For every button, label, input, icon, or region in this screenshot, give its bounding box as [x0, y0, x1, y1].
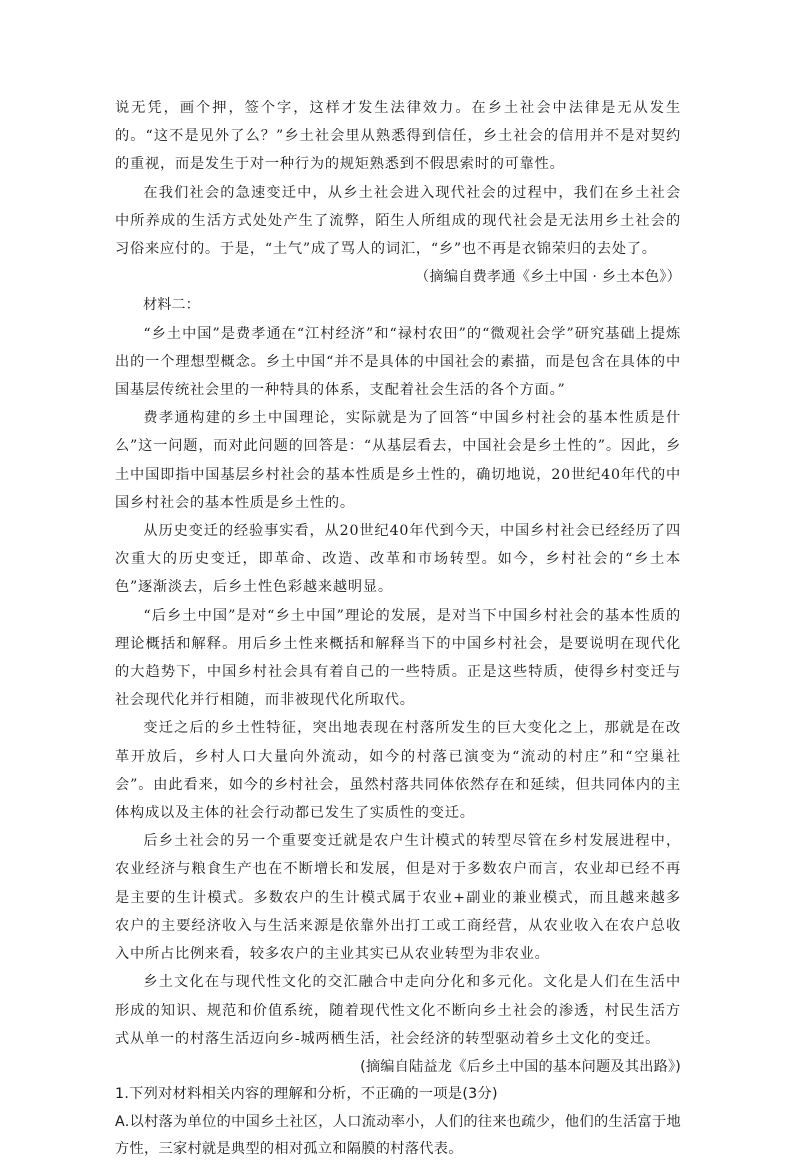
- material2-source: (摘编自陆益龙《后乡土中国的基本问题及其出路》): [360, 1058, 681, 1075]
- material2-heading: 材料二：: [143, 297, 200, 314]
- material2-paragraph-5: 变迁之后的乡土性特征，突出地表现在村落所发生的巨大变化之上，那就是在改革开放后，乡村人口大量向外流动，如今的村落已演变为“流动的村庄”和“空巢社会”。由此看来，如今的乡村社会，虽然村落共同体依然存在和延续，但共同体内的主体构成以及主体的社会行动都已发生了实质性的变迁。: [115, 720, 681, 822]
- material1-paragraph-2: 在我们社会的急速变迁中，从乡土社会进入现代社会的过程中，我们在乡土社会中所养成的生活方式处处产生了流弊，陌生人所组成的现代社会是无法用乡土社会的习俗来应付的。于是，“土气”成了骂人的词汇，“乡”也不再是衣锦荣归的去处了。: [115, 184, 681, 258]
- material2-paragraph-7: 乡土文化在与现代性文化的交汇融合中走向分化和多元化。文化是人们在生活中形成的知识、规范和价值系统，随着现代性文化不断向乡土社会的渗透，村民生活方式从单一的村落生活迈向乡-城两栖生活，社会经济的转型驱动着乡土文化的变迁。: [115, 974, 681, 1047]
- material2-paragraph-1: “乡土中国”是费孝通在“江村经济”和“禄村农田”的“微观社会学”研究基础上提炼出的一个理想型概念。乡土中国“并不是具体的中国社会的素描，而是包含在具体的中国基层传统社会里的一种特具的体系，支配着社会生活的各个方面。”: [115, 325, 681, 399]
- document-page: [115, 94, 681, 1164]
- question-stem: 1.下列对材料相关内容的理解和分析，不正确的一项是(3分): [115, 1086, 498, 1103]
- material1-paragraph-1: 说无凭，画个押，签个字，这样才发生法律效力。在乡土社会中法律是无从发生的。“这不是见外了么？”乡土社会里从熟悉得到信任，乡土社会的信用并不是对契约的重视，而是发生于对一种行为的规矩熟悉到不假思索时的可靠性。: [115, 100, 681, 173]
- question-option-a: A.以村落为单位的中国乡土社区，人口流动率小，人们的往来也疏少，他们的生活富于地方性，三家村就是典型的相对孤立和隔膜的村落代表。: [115, 1113, 681, 1158]
- material2-paragraph-3: 从历史变迁的经验事实看，从20世纪40年代到今天，中国乡村社会已经经历了四次重大的历史变迁，即革命、改造、改革和市场转型。如今，乡村社会的“乡土本色”逐渐淡去，后乡土性色彩越来越明显。: [115, 523, 681, 596]
- material2-paragraph-2: 费孝通构建的乡土中国理论，实际就是为了回答“中国乡村社会的基本性质是什么”这一问题，而对此问题的回答是：“从基层看去，中国社会是乡土性的”。因此，乡土中国即指中国基层乡村社会的基本性质是乡土性的，确切地说，20世纪40年代的中国乡村社会的基本性质是乡土性的。: [115, 410, 681, 511]
- material2-paragraph-6: 后乡土社会的另一个重要变迁就是农户生计模式的转型尽管在乡村发展进程中，农业经济与粮食生产也在不断增长和发展，但是对于多数农户而言，农业却已经不再是主要的生计模式。多数农户的生计模式属于农业+副业的兼业模式，而且越来越多农户的主要经济收入与生活来源是依靠外出打工或工商经营，从农业收入在农户总收入中所占比例来看，较多农户的主业其实已从农业转型为非农业。: [115, 833, 681, 963]
- material2-paragraph-4: “后乡土中国”是对“乡土中国”理论的发展，是对当下中国乡村社会的基本性质的理论概括和解释。用后乡土性来概括和解释当下的中国乡村社会，是要说明在现代化的大趋势下，中国乡村社会具有着自己的一些特质。正是这些特质，使得乡村变迁与社会现代化并行相随，而非被现代化所取代。: [115, 607, 681, 709]
- material1-source: （摘编自费孝通《乡土中国 · 乡土本色》）: [414, 269, 681, 286]
